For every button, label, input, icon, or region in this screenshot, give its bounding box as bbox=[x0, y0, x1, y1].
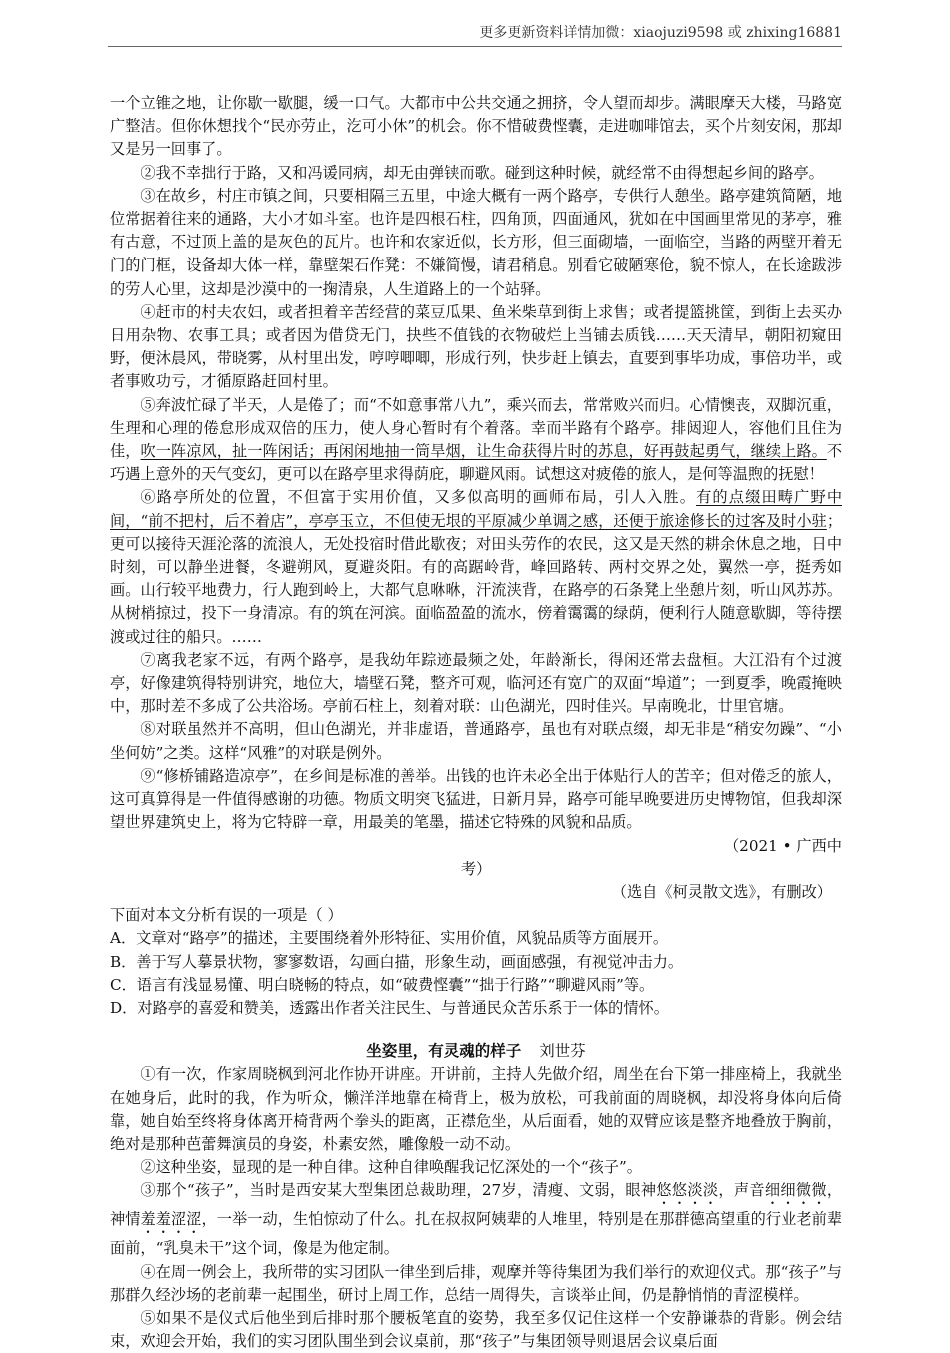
page-header: 更多更新资料详情加微：xiaojuzi9598 或 zhixing16881 bbox=[479, 25, 842, 41]
article2-paragraph-4: ④在周一例会上，我所带的实习团队一律坐到后排，观摩并等待集团为我们举行的欢迎仪式。那“孩子”与那群久经沙场的老前辈一起围坐，研讨上周工作，总结一周得失，言谈举止间，仍是静悄悄的青涩模样。 bbox=[110, 1262, 842, 1304]
paragraph-5 bbox=[110, 394, 842, 487]
paragraph-2: ②我不幸拙行于路，又和冯谖同病，却无由弹铗而歌。碰到这种时候，就经常不由得想起乡间的路亭。 bbox=[140, 163, 824, 182]
paragraph-4: ④赶市的村夫农妇，或者担着辛苦经营的菜豆瓜果、鱼米柴草到街上求售；或者提篮挑筐，到街上去买办日用杂物、农事工具；或者因为借贷无门，抉些不值钱的衣物破烂上当铺去质钱……天天清早，朝阳初窥田野，便沐晨风，带晓雾，从村里出发，哼哼唧唧，形成行列，快步赶上镇去，直要到事毕功成，事倍功半，或者事败功亏，才循原路赶回村里。 bbox=[110, 302, 842, 391]
exam-source: （2021 • 广西中 bbox=[723, 836, 842, 855]
article2-paragraph-2: ②这种坐姿，显现的是一种自律。这种自律唤醒我记忆深处的一个“孩子”。 bbox=[140, 1158, 642, 1177]
article2-p3-emph-2: 细细微微 bbox=[764, 1181, 827, 1200]
paragraph-1: 一个立锥之地，让你歇一歇腿，缓一口气。大都市中公共交通之拥挤，令人望而却步。满眼摩天大楼，马路宽广整洁。但你休想找个“民亦劳止，汔可小休”的机会。你不惜破费悭囊，走进咖啡馆去，买个片刻安闲，那却又是另一回事了。 bbox=[110, 94, 842, 159]
paragraph-5-start: ⑤奔波忙碌了半天，人是倦了；而“不如意事常八九”，乘兴而去，常常败兴而归。心情懊丧，双脚沉重，生理和心理的倦怠形成双倍的压力，使人身心暂时有个着落。 bbox=[110, 395, 842, 437]
article2-title bbox=[110, 1040, 842, 1063]
article2-p3-c: ，神情 bbox=[110, 1181, 843, 1229]
article2-p3-b: ，声音 bbox=[718, 1181, 765, 1200]
article2-author: 刘世芬 bbox=[539, 1042, 586, 1061]
exam-source-cont: 考） bbox=[460, 859, 492, 878]
option-c: C．语言有浅显易懂、明白晓畅的特点，如“破费悭囊”“拙于行路”“聊避风雨”等。 bbox=[110, 975, 655, 994]
paragraph-9: ⑨“修桥铺路造凉亭”，在乡间是标准的善举。出钱的也许未必全出于体贴行人的苦辛；但对倦乏的旅人，这可真算得是一件值得感谢的功德。物质文明突飞猛进，日新月异，路亭可能早晚要进历史博物馆，但我却深望世界建筑史上，将为它特辟一章，用最美的笔墨，描述它特殊的风貌和品质。 bbox=[110, 766, 842, 832]
header-divider bbox=[108, 46, 842, 47]
article2-title-text: 坐姿里，有灵魂的样子 bbox=[366, 1042, 522, 1061]
article-source-note: （选自《柯灵散文选》，有删改） bbox=[611, 882, 832, 901]
article2-p3-emph-3: 羞羞涩涩 bbox=[140, 1210, 202, 1229]
paragraph-5-mid: 幸而半路有个路亭。排闼迎人，容他们且住为佳， bbox=[110, 418, 843, 461]
paragraph-3: ③在故乡，村庄市镇之间，只要相隔三五里，中途大概有一两个路亭，专供行人憩坐。路亭建筑简陋，地位常据着往来的通路，大小才如斗室。也许是四根石柱，四角顶，四面通风，犹如在中国画里常见的茅亭，雅有古意，不过顶上盖的是灰色的瓦片。也许和农家近似，长方形，但三面砌墙，一面临空，当路的两壁开着无门的门框，设备却大体一样，靠壁架石作凳：不嫌简慢，请君稍息。别看它破陋寒伧，貌不惊人，在长途跋涉的劳人心里，这却是沙漠中的一掬清泉，人生道路上的一个站驿。 bbox=[110, 186, 842, 298]
paragraph-7: ⑦离我老家不远，有两个路亭，是我幼年踪迹最频之处，年龄渐长，得闲还常去盘桓。大江沿有个过渡亭，好像建筑得特别讲究，地位大，墙壁石凳，整齐可观，临河还有宽广的双面“埠道”；一到夏季，晚霞掩映中，那时差不多成了公共浴场。亭前石柱上，刻着对联：山色湖光，四时佳兴。早南晚北，廿里官塘。 bbox=[110, 650, 842, 716]
article2-p3-a: ③那个“孩子”，当时是西安某大型集团总裁助理，27岁，清瘦、文弱，眼神 bbox=[140, 1181, 657, 1200]
article2-paragraph-3 bbox=[110, 1179, 842, 1260]
option-a: A．文章对“路亭”的描述，主要围绕着外形特征、实用价值，风貌品质等方面展开。 bbox=[110, 929, 669, 948]
paragraph-6-start: ⑥路亭所处的位置，不但富于实用价值，又多似高明的画师布局，引人入胜。 bbox=[140, 488, 697, 507]
option-b: B．善于写人摹景状物，寥寥数语，勾画白描，形象生动，画面感强，有视觉冲击力。 bbox=[110, 952, 684, 971]
paragraph-6-end: ；更可以接待天涯沦落的流浪人，无处投宿时借此歇夜；对田头劳作的农民，这又是天然的耕余休息之地，日中时刻，可以静坐进餐，冬避朔风，夏避炎阳。有的高踞岭背，峰回路转、两村交界之处，翼然一亭，挺秀如画。山行较平地费力，行人跑到岭上，大都气息咻咻，汗流浃背，在路亭的石条凳上坐憩片刻，听山风苏苏。从树梢掠过，投下一身清凉。有的筑在河滨。面临盈盈的流水，傍着霭霭的绿荫，便利行人随意歇脚，等待摆渡或过往的船只。…… bbox=[110, 511, 842, 646]
paragraph-6 bbox=[110, 486, 842, 648]
article2-p3-d: ，一举一动，生怕惊动了什么。扎在叔叔阿姨辈的人堆里，特别是在那群德高望重的行业老前辈面前，“乳臭未干”这个词，像是为他定制。 bbox=[110, 1210, 843, 1258]
article2-p3-emph-1: 悠悠淡淡 bbox=[656, 1181, 719, 1200]
question-stem: 下面对本文分析有误的一项是（ ） bbox=[110, 906, 343, 925]
paragraph-8: ⑧对联虽然并不高明，但山色湖光，并非虚语，普通路亭，虽也有对联点缀，却无非是“稍安勿躁”、“小坐何妨”之类。这样“风雅”的对联是例外。 bbox=[110, 720, 842, 762]
paragraph-5-end: 不巧遇上意外的天气变幻，更可以在路亭里求得荫庇，聊避风雨。试想这对疲倦的旅人，是何等温煦的抚慰！ bbox=[110, 442, 843, 484]
option-d: D．对路亭的喜爱和赞美，透露出作者关注民生、与普通民众苦乐系于一体的情怀。 bbox=[110, 998, 669, 1017]
paragraph-6-underlined: 有的点缀田畴广野中间，“前不把村，后不着店”，亭亭玉立，不但使无垠的平原减少单调之感，还便于旅途修长的过客及时小驻 bbox=[110, 488, 843, 530]
document-body bbox=[110, 92, 842, 1353]
article2-paragraph-1: ①有一次，作家周晓枫到河北作协开讲座。开讲前，主持人先做介绍，周坐在台下第一排座椅上，我就坐在她身后，此时的我，作为听众，懒洋洋地靠在椅背上，极为放松，可我前面的周晓枫，却没将身体向后倚靠，她自始至终将身体离开椅背两个拳头的距离，正襟危坐，从后面看，她的双臂应该是整齐地叠放于胸前，绝对是那种芭蕾舞演员的身姿，朴素安然，雕像般一动不动。 bbox=[110, 1065, 842, 1153]
article2-paragraph-5: ⑤如果不是仪式后他坐到后排时那个腰板笔直的姿势，我至多仅记住这样一个安静谦恭的背影。例会结束，欢迎会开始，我们的实习团队围坐到会议桌前，那“孩子”与集团领导则退居会议桌后面 bbox=[110, 1308, 842, 1351]
paragraph-5-underlined: 吹一阵凉风，扯一阵闲话；再闲闲地抽一筒旱烟，让生命获得片时的苏息，好再鼓起勇气，继续上路。 bbox=[140, 442, 827, 461]
